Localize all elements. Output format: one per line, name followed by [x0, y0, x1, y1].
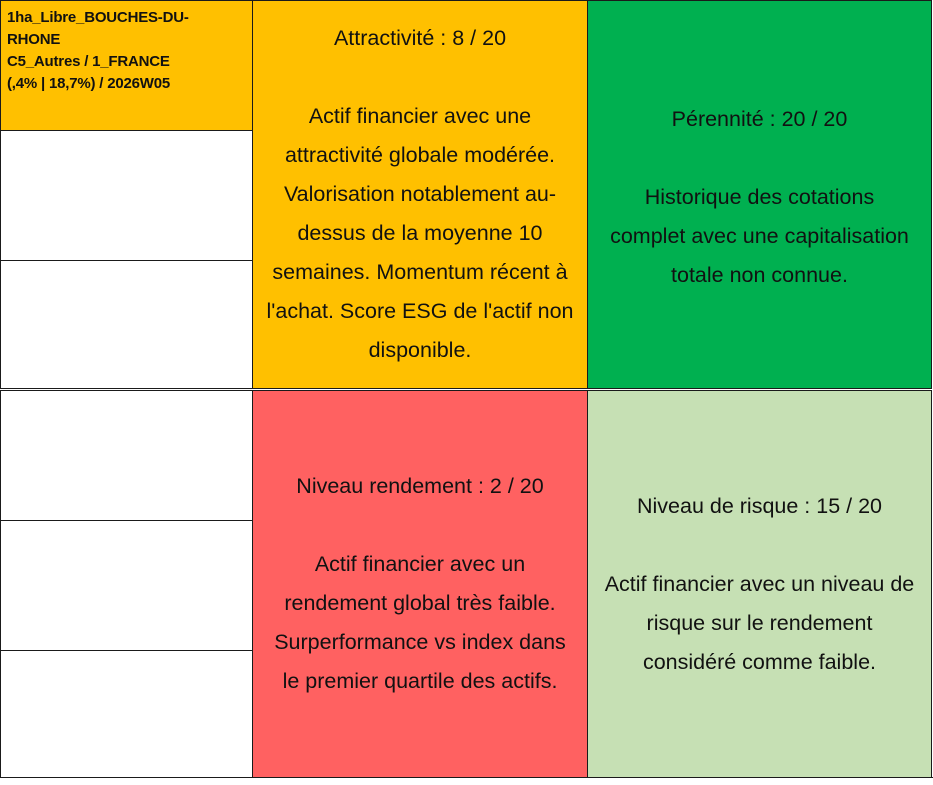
- perennite-desc-line: Historique des cotations: [644, 185, 875, 209]
- empty-cell-3: [0, 390, 253, 521]
- risque-cell: [587, 390, 932, 778]
- risque-title: Niveau de risque : 15 / 20: [636, 493, 882, 518]
- rendement-desc-line: Actif financier avec un: [314, 552, 526, 576]
- attractivite-desc: [267, 97, 574, 370]
- bottom-border: [0, 777, 933, 778]
- empty-cell-5: [0, 650, 253, 778]
- perennite-desc: [610, 178, 909, 295]
- attractivite-desc-line: Actif financier avec une: [308, 104, 532, 128]
- asset-title-line-4: (,4% | 18,7%) / 2026W05: [7, 75, 171, 92]
- attractivite-desc-line: l'achat. Score ESG de l'actif non: [266, 299, 574, 323]
- asset-title-line-2: RHONE: [7, 31, 61, 48]
- rendement-title: Niveau rendement : 2 / 20: [296, 474, 544, 498]
- perennite-cell: [587, 0, 932, 389]
- attractivite-desc-line: dessus de la moyenne 10: [297, 221, 543, 245]
- empty-cell-2: [0, 260, 253, 389]
- risque-desc: [605, 565, 915, 682]
- asset-title-line-3: C5_Autres / 1_FRANCE: [7, 53, 170, 70]
- risque-desc-line: considéré comme faible.: [642, 649, 876, 674]
- attractivite-title: Attractivité : 8 / 20: [333, 26, 507, 50]
- rendement-desc-line: Surperformance vs index dans: [274, 630, 566, 654]
- attractivite-cell: [252, 0, 588, 389]
- asset-title-cell: [0, 0, 253, 131]
- rendement-desc-line: rendement global très faible.: [284, 591, 556, 615]
- attractivite-desc-line: attractivité globale modérée.: [284, 143, 556, 167]
- perennite-title: Pérennité : 20 / 20: [671, 107, 848, 131]
- perennite-desc-line: complet avec une capitalisation: [610, 224, 909, 248]
- attractivite-desc-line: semaines. Momentum récent à: [272, 260, 568, 284]
- rendement-cell: [252, 390, 588, 778]
- rendement-desc: [274, 545, 566, 701]
- asset-title-line-1: 1ha_Libre_BOUCHES-DU-: [7, 9, 189, 26]
- rendement-desc-line: le premier quartile des actifs.: [282, 669, 558, 693]
- empty-cell-1: [0, 130, 253, 261]
- attractivite-desc-line: Valorisation notablement au-: [283, 182, 557, 206]
- perennite-desc-line: totale non connue.: [671, 263, 848, 287]
- risque-desc-line: Actif financier avec un niveau de: [604, 571, 915, 596]
- attractivite-desc-line: disponible.: [368, 338, 472, 362]
- risque-desc-line: risque sur le rendement: [646, 610, 873, 635]
- empty-cell-4: [0, 520, 253, 651]
